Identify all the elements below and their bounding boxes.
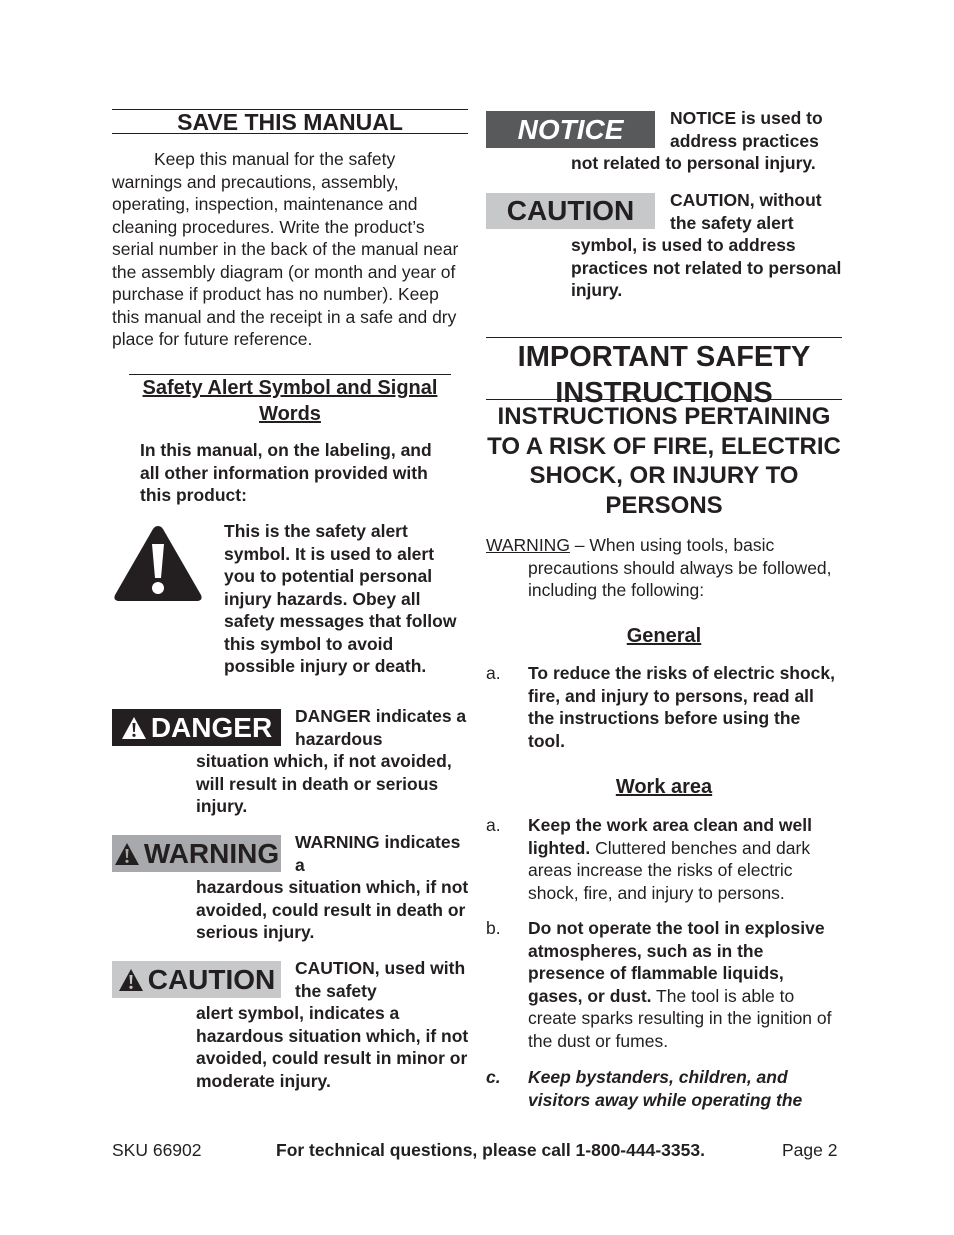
important-safety-instructions-heading: IMPORTANT SAFETY INSTRUCTIONS: [486, 337, 842, 400]
danger-description-first: DANGER indicates a hazardous: [295, 706, 467, 749]
caution-no-alert-description-first: CAUTION, without the safety alert: [670, 190, 822, 233]
save-manual-heading: SAVE THIS MANUAL: [112, 109, 468, 134]
notice-signal-label: NOTICE: [486, 111, 655, 148]
notice-description-first: NOTICE is used to address practices: [670, 108, 823, 151]
work-area-item-b: [486, 917, 842, 1052]
work-area-item-a-marker: a.: [486, 815, 501, 835]
work-area-item-b-text: The tool is able to create sparks resulting in the ignition of the dust or fumes.: [528, 985, 832, 1051]
caution-description-first: CAUTION, used with the safety: [295, 958, 466, 1001]
warning-description-rest: hazardous situation which, if not avoided, could result in death or serious injury.: [196, 877, 469, 942]
save-manual-body: Keep this manual for the safety warnings and precautions, assembly, operating, inspection, maintenance and cleaning procedures. Write the product’s serial number in the back of the manual near the assembly diagram (or month and year of purchase if product has no number). Keep this manual and the receipt in a safe and dry place for future reference.: [112, 149, 459, 349]
footer-sku: SKU 66902: [112, 1140, 202, 1160]
caution-no-alert-signal-label: CAUTION: [486, 193, 655, 229]
work-area-item-b-bold: Do not operate the tool in explosive atmospheres, such as in the presence of flammable liquids, gases, or dust.: [528, 918, 825, 1006]
safety-alert-icon: [112, 522, 204, 604]
work-area-item-c-text: Keep bystanders, children, and visitors away while operating the: [528, 1067, 803, 1110]
warning-word: WARNING: [486, 535, 570, 555]
caution-description: [196, 957, 471, 1092]
instructions-pertaining-subheading: INSTRUCTIONS PERTAINING TO A RISK OF FIRE, ELECTRIC SHOCK, OR INJURY TO PERSONS: [487, 403, 841, 519]
warning-paragraph: [486, 534, 842, 602]
danger-label-text: DANGER: [150, 711, 273, 743]
footer-phone: For technical questions, please call 1-800-444-3353.: [276, 1140, 705, 1160]
caution-no-alert-description-rest: symbol, is used to address practices not related to personal injury.: [571, 235, 842, 300]
warning-paragraph-text: – When using tools, basic precautions should always be followed, including the following:: [528, 535, 832, 600]
safety-alert-description: This is the safety alert symbol. It is used to alert you to potential personal injury hazards. Obey all safety messages that follow this symbol to avoid possible injury or death.: [224, 521, 457, 676]
work-area-item-c-marker: c.: [486, 1067, 501, 1087]
manual-intro: In this manual, on the labeling, and all other information provided with this product:: [140, 440, 432, 505]
work-area-heading: [486, 775, 842, 799]
work-area-item-a: [486, 814, 842, 904]
work-area-item-c: [486, 1066, 842, 1111]
work-area-item-a-text: Cluttered benches and dark areas increase the risks of electric shock, fire, and injury to persons.: [528, 837, 811, 903]
danger-description: [196, 705, 471, 818]
caution-label-text: CAUTION: [147, 963, 276, 995]
caution-description-rest: alert symbol, indicates a hazardous situation which, if not avoided, could result in minor or moderate injury.: [196, 1003, 469, 1091]
safety-alert-heading-line2: Words: [259, 403, 321, 425]
danger-alert-icon: [121, 716, 147, 740]
warning-label-text: WARNING: [143, 837, 280, 869]
notice-description-rest: not related to personal injury.: [571, 153, 816, 173]
caution-alert-icon: [118, 968, 144, 992]
safety-alert-heading: [129, 374, 451, 427]
general-heading: [486, 624, 842, 648]
general-heading-text: General: [626, 625, 702, 647]
general-item-a-marker: a.: [486, 663, 501, 683]
warning-description: [196, 831, 471, 944]
general-item-a-text: To reduce the risks of electric shock, fire, and injury to persons, read all the instructions before using the tool.: [528, 663, 836, 751]
work-area-item-a-bold: Keep the work area clean and well lighted.: [528, 815, 812, 858]
danger-description-rest: situation which, if not avoided, will result in death or serious injury.: [196, 751, 452, 816]
warning-alert-icon: [114, 842, 140, 866]
caution-no-alert-description: [571, 189, 846, 302]
general-item-a: [486, 662, 842, 752]
work-area-heading-text: Work area: [615, 776, 713, 798]
work-area-item-b-marker: b.: [486, 918, 501, 938]
notice-description: [571, 107, 846, 175]
footer-page-number: Page 2: [782, 1140, 838, 1160]
warning-description-first: WARNING indicates a: [295, 832, 461, 875]
safety-alert-heading-line1: Safety Alert Symbol and Signal: [142, 377, 438, 399]
